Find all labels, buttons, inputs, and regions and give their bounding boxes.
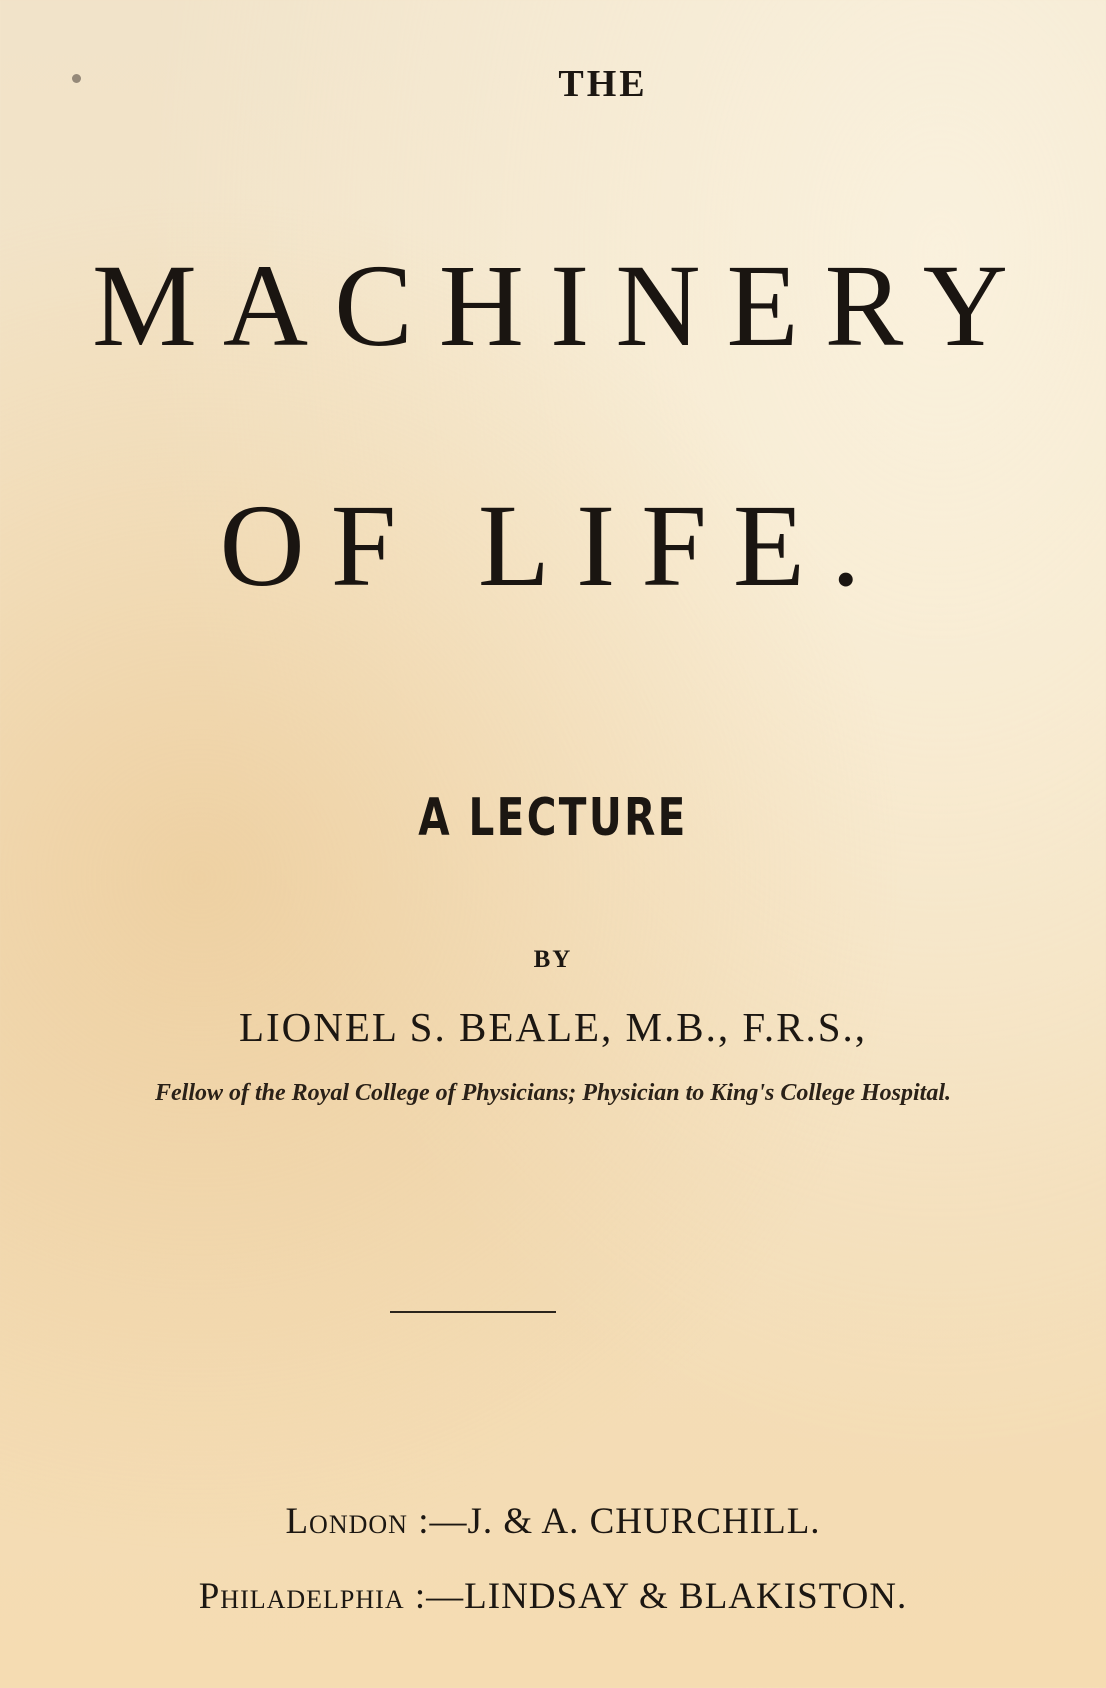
publisher-philadelphia: [0, 1575, 1106, 1618]
publisher-city: Philadelphia: [198, 1576, 405, 1617]
title-line-2: OF LIFE.: [219, 480, 887, 611]
publisher-separator: :—: [404, 1576, 465, 1617]
publisher-name: J. & A. CHURCHILL.: [467, 1501, 821, 1542]
title-article: THE: [558, 63, 648, 105]
publisher-separator: :—: [407, 1501, 468, 1542]
title-line-1: MACHINERY: [91, 240, 1035, 371]
author-credentials: Fellow of the Royal College of Physicians; Physician to King's College Hospital.: [155, 1080, 951, 1106]
by-line: BY: [533, 946, 573, 973]
publisher-london: [0, 1500, 1106, 1543]
author-name: LIONEL S. BEALE, M.B., F.R.S.,: [238, 1004, 868, 1050]
publisher-name: LINDSAY & BLAKISTON.: [464, 1576, 908, 1617]
divider-rule: [390, 1311, 556, 1313]
subtitle: A LECTURE: [418, 788, 688, 848]
publisher-city: London: [285, 1501, 408, 1542]
